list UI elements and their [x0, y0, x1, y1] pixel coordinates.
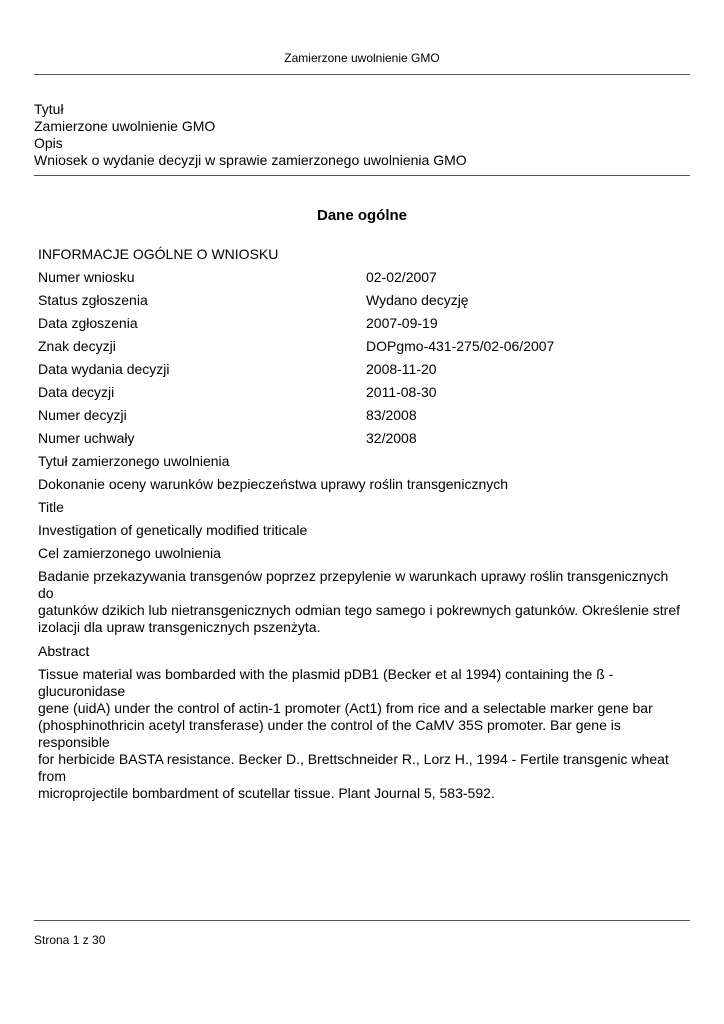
field-value: 2008-11-20	[366, 361, 437, 377]
abstract-line: gene (uidA) under the control of actin-1 promoter (Act1) from rice and a selectable marker gene bar	[38, 700, 653, 716]
meta-description-label: Opis	[34, 135, 63, 151]
field-row	[38, 267, 682, 290]
abstract-text	[38, 664, 682, 807]
abstract-line: (phosphinothricin acetyl transferase) under the control of the CaMV 35S promoter. Bar gene is responsible	[38, 717, 621, 750]
field-row	[38, 313, 682, 336]
purpose-line: izolacji dla upraw transgenicznych pszenżyta.	[38, 619, 321, 635]
field-value: 02-02/2007	[366, 269, 437, 285]
meta-title-value: Zamierzone uwolnienie GMO	[34, 118, 216, 134]
field-label: Status zgłoszenia	[38, 292, 148, 308]
page-number: Strona 1 z 30	[34, 933, 106, 947]
field-row	[38, 336, 682, 359]
title-en-value: Investigation of genetically modified triticale	[38, 522, 308, 538]
purpose-label: Cel zamierzonego uwolnienia	[38, 545, 221, 561]
page-footer	[34, 920, 690, 948]
page-header	[34, 50, 690, 75]
field-label: Numer uchwały	[38, 430, 135, 446]
field-row	[38, 405, 682, 428]
purpose-line: Badanie przekazywania transgenów poprzez przepylenie w warunkach uprawy roślin transgenicznych do	[38, 568, 669, 601]
field-label: Numer wniosku	[38, 269, 135, 285]
abstract-line: for herbicide BASTA resistance. Becker D., Brettschneider R., Lorz H., 1994 - Fertile transgenic wheat from	[38, 751, 669, 784]
document-meta	[34, 101, 690, 176]
purpose-line: gatunków dzikich lub nietransgenicznych odmian tego samego i pokrewnych gatunków. Określenie stref	[38, 602, 681, 618]
field-row	[38, 290, 682, 313]
abstract-line: microprojectile bombardment of scutellar tissue. Plant Journal 5, 583-592.	[38, 785, 495, 801]
meta-description-value: Wniosek o wydanie decyzji w sprawie zamierzonego uwolnienia GMO	[34, 152, 467, 168]
field-row	[38, 428, 682, 451]
field-row	[38, 382, 682, 405]
running-title: Zamierzone uwolnienie GMO	[284, 51, 440, 65]
purpose-text	[38, 566, 682, 641]
field-label: Data zgłoszenia	[38, 315, 138, 331]
field-label: Data wydania decyzji	[38, 361, 170, 377]
field-label: Numer decyzji	[38, 407, 127, 423]
field-value: Wydano decyzję	[366, 292, 469, 308]
field-row	[38, 359, 682, 382]
field-value: 2007-09-19	[366, 315, 438, 331]
field-value: DOPgmo-431-275/02-06/2007	[366, 338, 555, 354]
general-info	[38, 244, 682, 807]
release-title-label: Tytuł zamierzonego uwolnienia	[38, 453, 230, 469]
field-value: 32/2008	[366, 430, 417, 446]
field-value: 2011-08-30	[366, 384, 437, 400]
field-label: Znak decyzji	[38, 338, 116, 354]
info-subheading: INFORMACJE OGÓLNE O WNIOSKU	[38, 246, 279, 262]
abstract-line: Tissue material was bombarded with the plasmid pDB1 (Becker et al 1994) containing the ß - glucuronidase	[38, 666, 614, 699]
field-label: Data decyzji	[38, 384, 115, 400]
field-value: 83/2008	[366, 407, 417, 423]
abstract-label: Abstract	[38, 643, 90, 659]
section-heading: Dane ogólne	[316, 207, 407, 224]
meta-title-label: Tytuł	[34, 101, 64, 117]
release-title-value: Dokonanie oceny warunków bezpieczeństwa uprawy roślin transgenicznych	[38, 476, 509, 492]
title-en-label: Title	[38, 499, 64, 515]
